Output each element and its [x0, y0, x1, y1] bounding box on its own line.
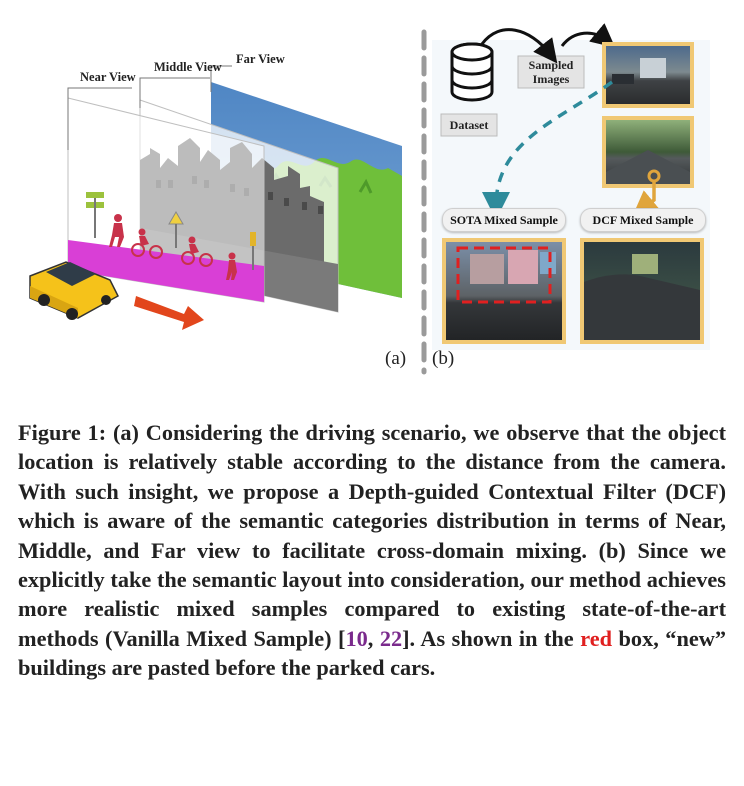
dataset-label: Dataset: [449, 118, 489, 132]
direction-arrow: [134, 296, 204, 330]
caption-text-3: ]. As shown in the: [402, 625, 581, 651]
figure-illustration: [0, 0, 744, 390]
dcf-mixed-sample-label: DCF Mixed Sample: [580, 208, 706, 232]
caption-red-word: red: [580, 625, 613, 651]
citation-22[interactable]: 22: [379, 625, 403, 651]
sampled-images-label-line2: Images: [532, 72, 570, 86]
sota-mixed-sample-label: SOTA Mixed Sample: [442, 208, 566, 232]
caption-text-4: box, “new” buildings are pasted before the parked cars.: [18, 625, 726, 681]
citation-10[interactable]: 10: [345, 625, 368, 651]
subfigure-b-label: (b): [432, 348, 455, 369]
figure-1: [0, 0, 744, 390]
subfigure-a-label: (a): [385, 348, 407, 369]
caption-text-2: ,: [367, 625, 380, 651]
far-view-label: Far View: [236, 52, 285, 66]
database-icon: [452, 44, 492, 100]
near-view-label: Near View: [80, 70, 136, 84]
caption-text-1: Figure 1: (a) Considering the driving scenario, we observe that the object location is relatively stable according to the distance from the camera. With such insight, we propose a Depth-guided Contextual Filter (DCF) which is aware of the semantic categories distribution in terms of Near, Middle, and Far view to facilitate cross-domain mixing. (b) Since we explicitly take the semantic layout into consideration, our method achieves more realistic mixed samples compared to existing state-of-the-art methods (Vanilla Mixed Sample) [: [18, 420, 726, 651]
figure-caption: [18, 418, 726, 683]
sampled-images-label-line1: Sampled: [528, 58, 574, 72]
panel-a: [30, 66, 402, 330]
middle-view-label: Middle View: [154, 60, 222, 74]
